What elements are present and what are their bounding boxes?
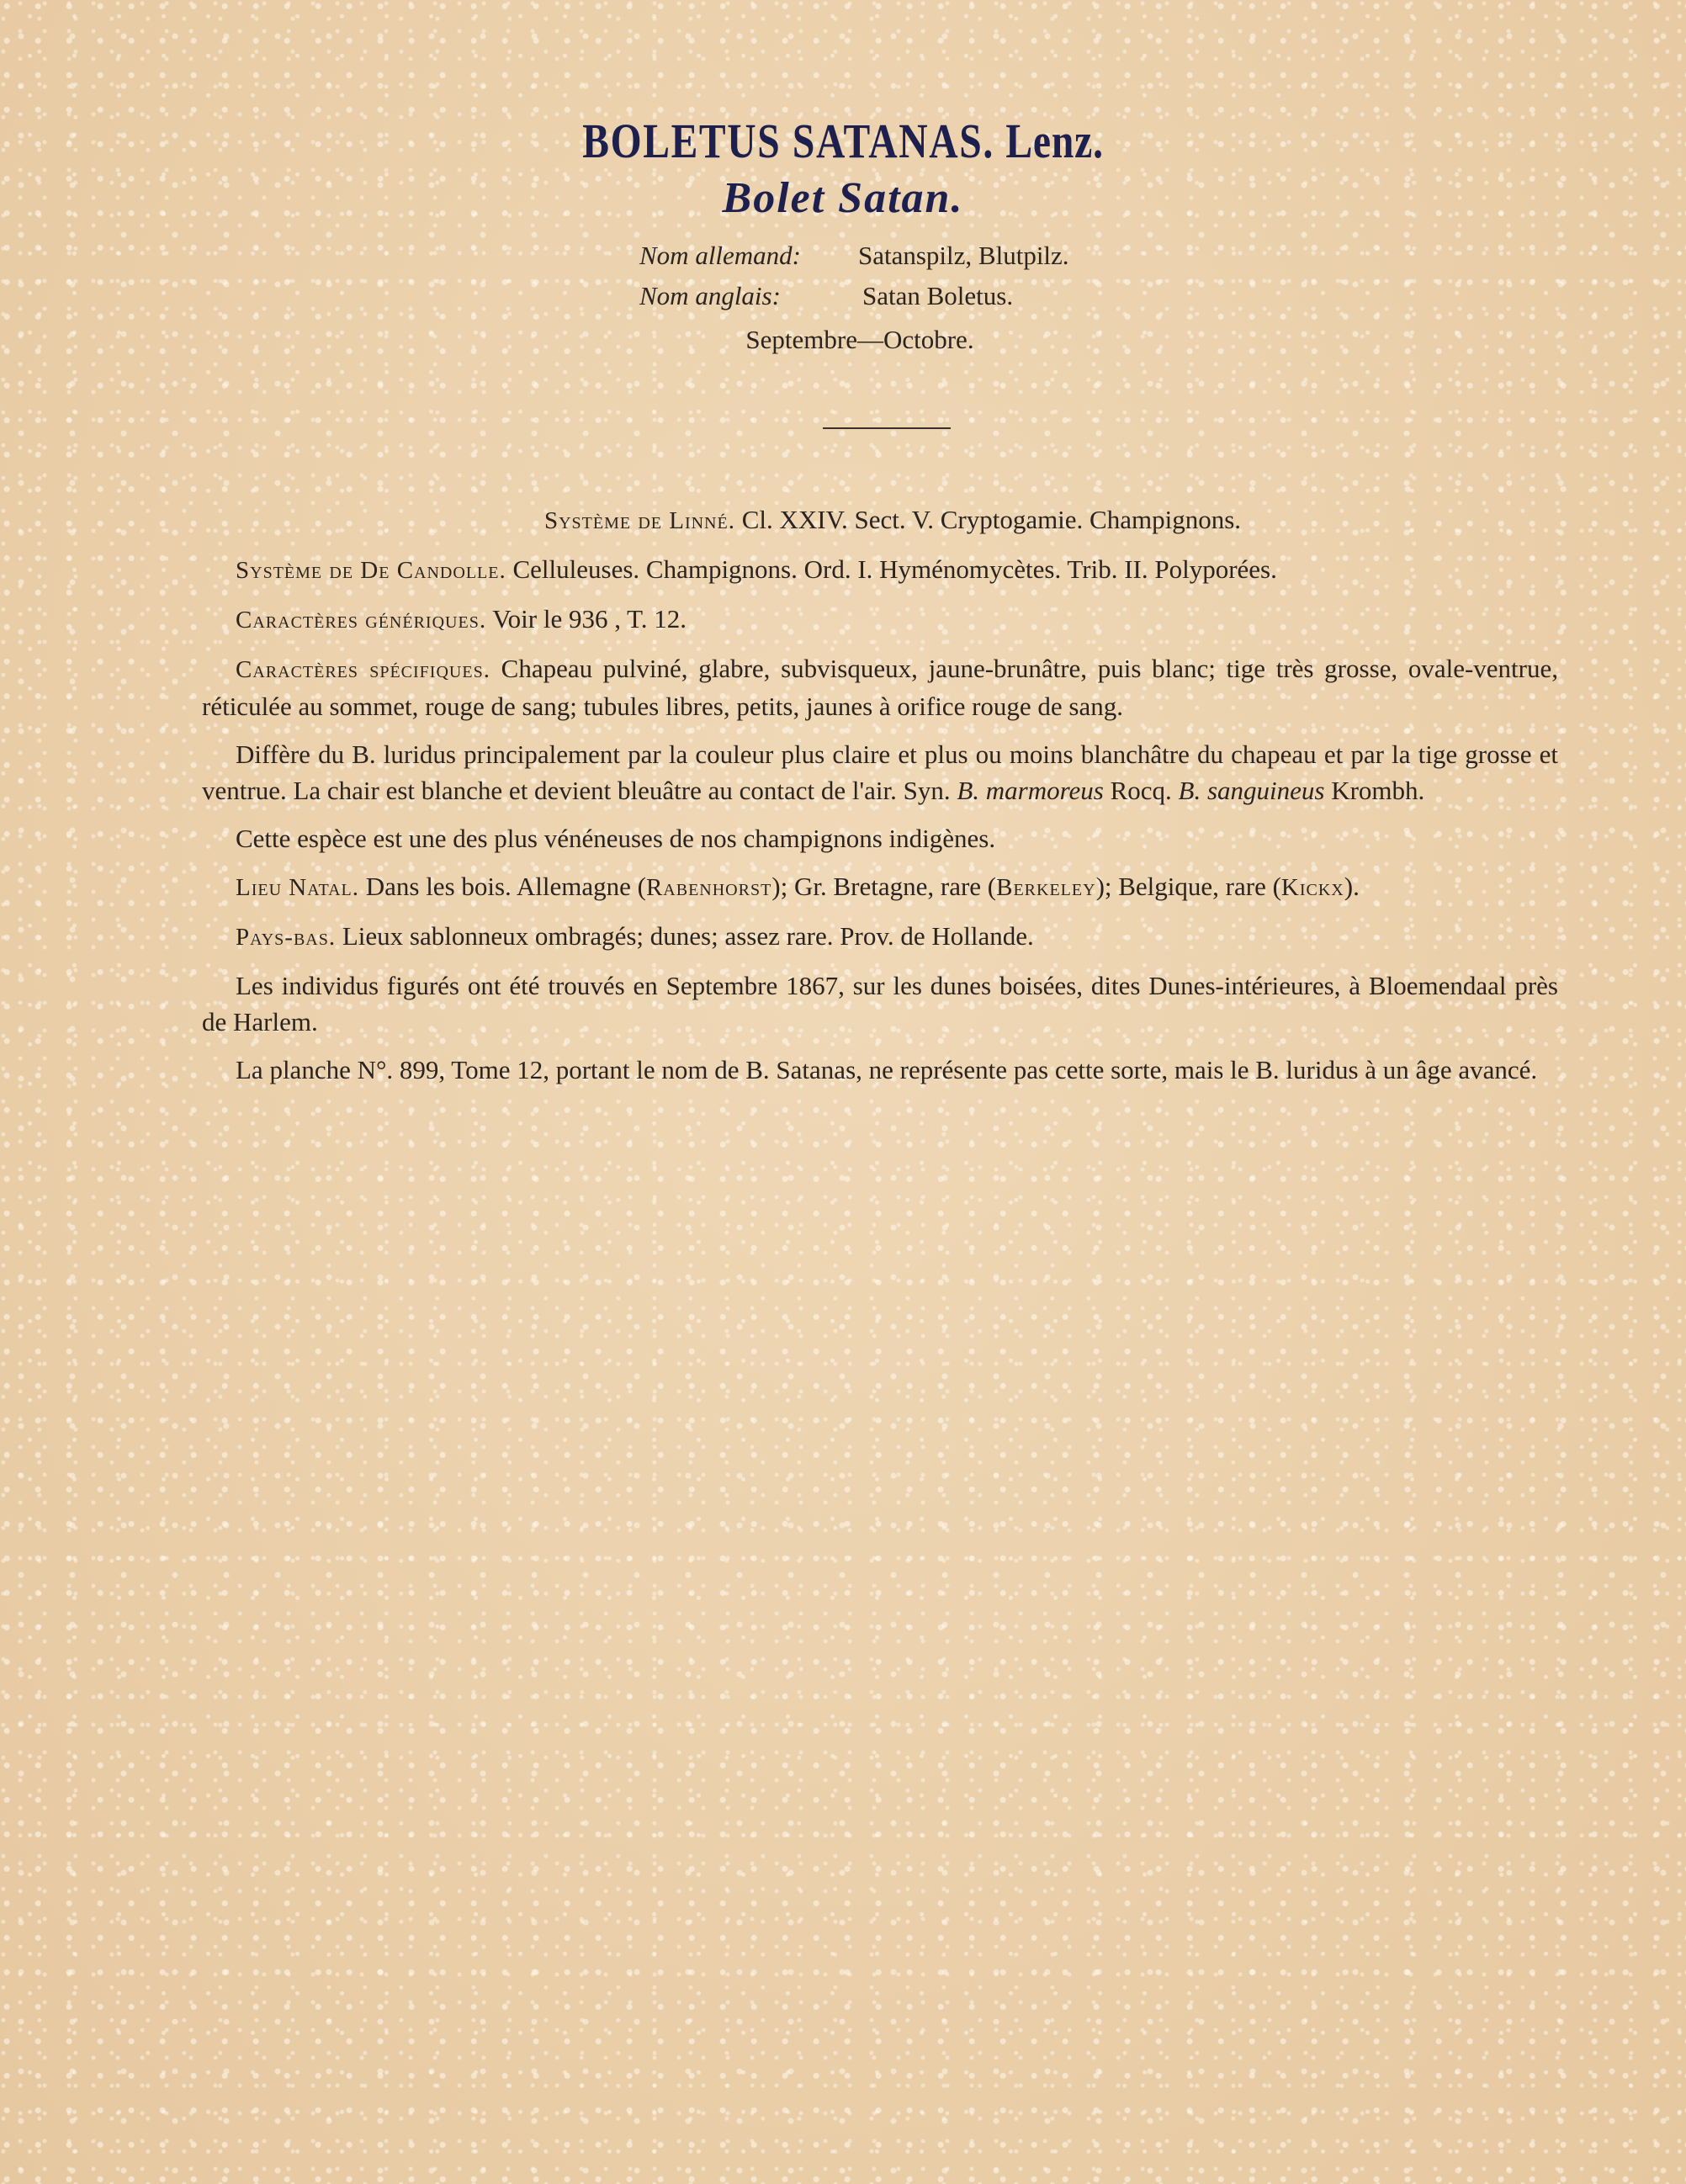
synonym-marmoreus: B. marmoreus [957,776,1104,805]
linne-paragraph [202,501,1558,539]
differe-text-b: Rocq. [1103,776,1179,805]
german-name-label: Nom allemand: [639,241,802,270]
specifiques-label: Caractères spécifiques. [236,656,490,683]
differe-text-a: Diffère du B. luridus principalement par la couleur plus claire et plus ou moins blanchâtre du chapeau et par la tige grosse et ventrue. La chair est blanche et devient bleuâtre au contact de l'air. Syn. [202,739,1558,805]
generiques-text: Voir le 936 , T. 12. [486,604,687,633]
paysbas-label: Pays-bas. [236,924,337,951]
author-name: Lenz. [1005,114,1104,168]
english-name-row [0,276,1686,316]
candolle-paragraph [202,551,1558,589]
season-text: Septembre—Octobre. [745,325,974,354]
generiques-paragraph [202,601,1558,639]
linne-label: Système de Linné. [543,507,735,534]
lieu-text-a: Dans les bois. Allemagne ( [358,872,646,901]
individus-paragraph: Les individus figurés ont été trouvés en Septembre 1867, sur les dunes boisées, dites Dunes-intérieures, à Bloemendaal près de Harlem. [202,971,1558,1036]
ref-rabenhorst: Rabenhorst [645,874,772,901]
differe-text-c: Krombh. [1324,776,1425,805]
species-title [151,109,1534,173]
latin-name: BOLETUS SATANAS. [582,114,994,168]
french-name: Bolet Satan. [722,174,964,222]
description-body [202,501,1558,1100]
planche-paragraph: La planche N°. 899, Tome 12, portant le nom de B. Satanas, ne représente pas cette sorte, mais le B. luridus à un âge avancé. [236,1055,1538,1084]
ref-berkeley: Berkeley [996,874,1096,901]
generiques-label: Caractères génériques. [236,607,487,633]
synonym-sanguineus: B. sanguineus [1178,776,1325,805]
veneneuse-paragraph: Cette espèce est une des plus vénéneuses de nos champignons indigènes. [236,824,996,853]
common-names [0,236,1686,360]
german-name-value: Satanspilz, Blutpilz. [858,241,1069,270]
lieu-text-b: ); Gr. Bretagne, rare ( [771,872,997,901]
specifiques-text: Chapeau pulviné, glabre, subvisqueux, jaune-brunâtre, puis blanc; tige très grosse, ovale-ventrue, réticulée au sommet, rouge de sang; tubules libres, petits, jaunes à orifice rouge de sang. [202,654,1558,721]
linne-text: Cl. XXIV. Sect. V. Cryptogamie. Champignons. [734,505,1242,534]
candolle-label: Système de De Candolle. [236,557,506,584]
english-name-value: Satan Boletus. [862,281,1014,310]
english-name-label: Nom anglais: [639,281,781,310]
lieu-paragraph [202,868,1558,906]
lieu-text-c: ); Belgique, rare ( [1095,872,1281,901]
specifiques-paragraph [202,650,1558,724]
paysbas-paragraph [202,918,1558,956]
divider-rule [823,427,951,429]
lieu-text-d: ). [1344,872,1360,901]
german-name-row [0,236,1686,276]
ref-kickx: Kickx [1280,874,1344,901]
differe-paragraph [202,736,1558,808]
paysbas-text: Lieux sablonneux ombragés; dunes; assez rare. Prov. de Hollande. [336,921,1034,951]
lieu-label: Lieu Natal. [236,874,359,901]
plate-header [0,109,1686,225]
candolle-text: Celluleuses. Champignons. Ord. I. Hyménomycètes. Trib. II. Polyporées. [506,554,1277,584]
